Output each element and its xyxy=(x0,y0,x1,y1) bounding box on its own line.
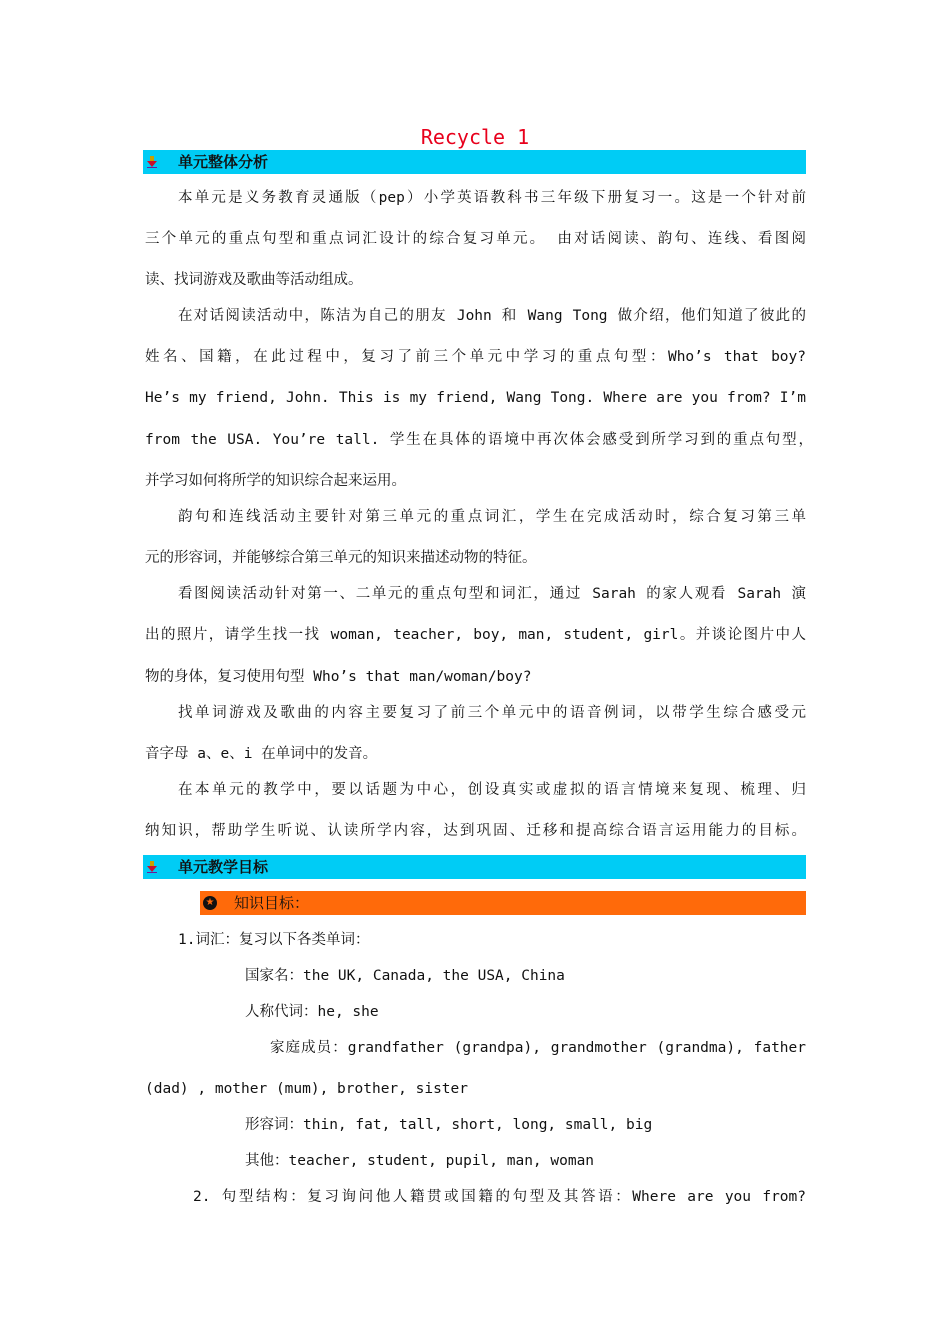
paragraph-line: 在本单元的教学中，要以话题为中心，创设真实或虚拟的语言情境来复现、梳理、归 xyxy=(178,782,806,798)
page-title: Recycle 1 xyxy=(420,125,530,149)
down-arrow-icon xyxy=(147,861,157,873)
vocab-pronouns: 人称代词：he, she xyxy=(245,1004,379,1020)
sentence-structure: 2. 句型结构：复习询问他人籍贯或国籍的句型及其答语：Where are you from? xyxy=(193,1189,806,1205)
paragraph-line: 并学习如何将所学的知识综合起来运用。 xyxy=(145,473,406,489)
paragraph-line: 出的照片，请学生找一找 woman, teacher, boy, man, student, girl。并谈论图片中人 xyxy=(145,627,806,643)
paragraph-line: from the USA. You’re tall. 学生在具体的语境中再次体会感受到所学习到的重点句型， xyxy=(145,432,813,448)
paragraph-line: 韵句和连线活动主要针对第三单元的重点词汇，学生在完成活动时，综合复习第三单 xyxy=(178,509,806,525)
vocab-heading: 1.词汇：复习以下各类单词： xyxy=(178,932,370,948)
paragraph-line: 三个单元的重点句型和重点词汇设计的综合复习单元。 由对话阅读、韵句、连线、看图阅 xyxy=(145,231,806,247)
paragraph-line: 音字母 a、e、i 在单词中的发音。 xyxy=(145,746,378,762)
vocab-family-line-1: 家庭成员：grandfather (grandpa), grandmother (grandma), father xyxy=(270,1040,806,1056)
section-title-analysis: 单元整体分析 xyxy=(178,153,269,171)
paragraph-line: 本单元是义务教育灵通版（pep）小学英语教科书三年级下册复习一。这是一个针对前 xyxy=(178,190,806,206)
paragraph-line: 读、找词游戏及歌曲等活动组成。 xyxy=(145,272,363,288)
vocab-countries: 国家名：the UK, Canada, the USA, China xyxy=(245,968,565,984)
paragraph-line: 找单词游戏及歌曲的内容主要复习了前三个单元中的语音例词，以带学生综合感受元 xyxy=(178,705,806,721)
down-arrow-icon xyxy=(147,156,157,168)
subsection-title-knowledge: 知识目标： xyxy=(234,894,310,912)
star-bullet-icon: ★ xyxy=(203,896,217,910)
paragraph-line: 物的身体，复习使用句型 Who’s that man/woman/boy? xyxy=(145,669,532,685)
paragraph-line: 元的形容词，并能够综合第三单元的知识来描述动物的特征。 xyxy=(145,550,537,566)
paragraph-line: 纳知识，帮助学生听说、认读所学内容，达到巩固、迁移和提高综合语言运用能力的目标。 xyxy=(145,823,806,839)
paragraph-line: 姓名、国籍，在此过程中，复习了前三个单元中学习的重点句型：Who’s that boy? xyxy=(145,349,806,365)
section-bar-analysis xyxy=(143,150,806,174)
subsection-bar-knowledge xyxy=(200,891,806,915)
vocab-family-line-2: (dad) , mother (mum), brother, sister xyxy=(145,1081,469,1097)
paragraph-line: 在对话阅读活动中，陈洁为自己的朋友 John 和 Wang Tong 做介绍，他们知道了彼此的 xyxy=(178,308,806,324)
paragraph-line: 看图阅读活动针对第一、二单元的重点句型和词汇，通过 Sarah 的家人观看 Sarah 演 xyxy=(178,586,806,602)
vocab-adjectives: 形容词：thin, fat, tall, short, long, small, big xyxy=(245,1117,653,1133)
paragraph-line: He’s my friend, John. This is my friend, Wang Tong. Where are you from? I’m xyxy=(145,390,806,406)
vocab-others: 其他：teacher, student, pupil, man, woman xyxy=(245,1153,595,1169)
section-bar-goals xyxy=(143,855,806,879)
section-title-goals: 单元教学目标 xyxy=(178,858,269,876)
